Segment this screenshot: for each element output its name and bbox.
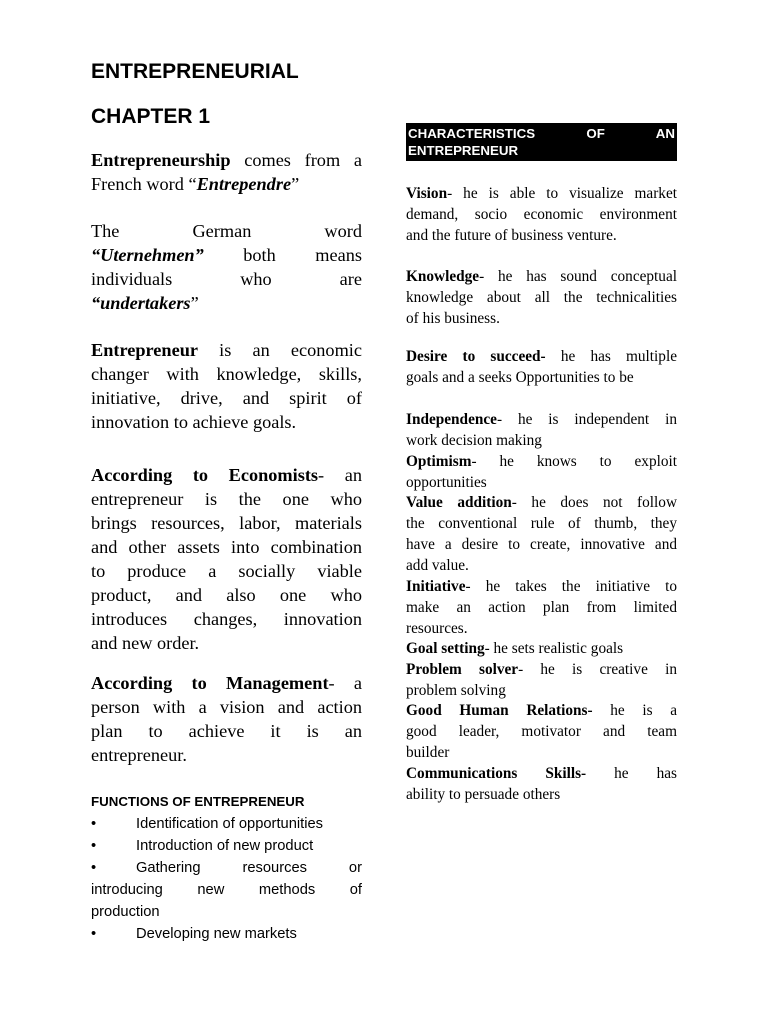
characteristics-heading: CHARACTERISTICS OF AN ENTREPRENEUR	[406, 123, 677, 161]
text: entrepreneur.	[91, 745, 187, 765]
trait-name: Communications Skills-	[406, 765, 587, 782]
trait-name: Desire to succeed-	[406, 348, 546, 365]
trait-name: Knowledge	[406, 268, 480, 285]
text: product, and also one who	[91, 585, 362, 605]
trait-desire: Desire to succeed- he has multiple goals and a seeks Opportunities to be	[406, 348, 677, 386]
text: and other assets into combination	[91, 537, 362, 557]
text: innovation to achieve goals.	[91, 412, 297, 432]
term-undertakers: “undertakers	[91, 293, 191, 313]
text: ”	[291, 174, 300, 194]
trait-independence: Independence- he is independent in work decision making	[406, 411, 677, 449]
term-entrependre: Entrependre	[196, 174, 292, 194]
text: person with a vision and action	[91, 697, 362, 717]
trait-communications: Communications Skills- he has ability to persuade others	[406, 765, 677, 803]
text: both means	[203, 245, 362, 265]
text: brings resources, labor, materials	[91, 513, 362, 533]
trait-knowledge: Knowledge- he has sound conceptual knowledge about all the technicalities of his business.	[406, 268, 677, 327]
list-item: • Developing new markets	[91, 923, 362, 945]
document-title: ENTREPRENEURIAL	[91, 60, 299, 83]
trait-problem-solver: Problem solver- he is creative in problem solving	[406, 661, 677, 699]
paragraph-management	[91, 671, 362, 767]
trait-vision: Vision- he is able to visualize market demand, socio economic environment and the future of business venture.	[406, 185, 677, 244]
term-uternehmen: “Uternehmen”	[91, 245, 204, 265]
bullet: •	[91, 926, 97, 942]
trait-name: Goal setting	[406, 640, 485, 657]
text: ”	[190, 293, 199, 313]
trait-name: Optimism	[406, 453, 472, 470]
list-item: • Gathering resources or introducing new methods of production	[91, 857, 362, 923]
paragraph-entrepreneur	[91, 338, 362, 434]
text: The German word	[91, 221, 362, 241]
term-economists: According to Economists	[91, 465, 319, 485]
text: entrepreneur is the one who	[91, 489, 362, 509]
text: - a	[328, 673, 362, 693]
text: comes from a	[230, 150, 362, 170]
text: - an	[318, 465, 362, 485]
text: is an economic	[197, 340, 362, 360]
trait-name: Independence	[406, 411, 497, 428]
text: initiative, drive, and spirit of	[91, 388, 362, 408]
trait-initiative: Initiative- he takes the initiative to make an action plan from limited resources.	[406, 578, 677, 637]
paragraph-german-word	[91, 219, 362, 315]
functions-section	[91, 794, 362, 945]
trait-goal-setting: Goal setting- he sets realistic goals	[406, 640, 624, 657]
trait-name: Good Human Relations-	[406, 702, 593, 719]
paragraph-entrepreneurship	[91, 148, 362, 196]
text: individuals who are	[91, 269, 362, 289]
bullet: •	[91, 860, 97, 876]
trait-name: Vision	[406, 185, 448, 202]
text: and new order.	[91, 633, 200, 653]
trait-name: Value addition	[406, 494, 512, 511]
functions-heading: FUNCTIONS OF ENTREPRENEUR	[91, 794, 305, 809]
text: introduces changes, innovation	[91, 609, 362, 629]
text: plan to achieve it is an	[91, 721, 362, 741]
list-item: • Identification of opportunities	[91, 813, 362, 835]
text: French word “	[91, 174, 197, 194]
bullet: •	[91, 816, 97, 832]
list-item: • Introduction of new product	[91, 835, 362, 857]
trait-human-relations: Good Human Relations- he is a good leader, motivator and team builder	[406, 702, 678, 761]
bullet: •	[91, 838, 97, 854]
term-entrepreneur: Entrepreneur	[91, 340, 198, 360]
trait-name: Initiative	[406, 578, 466, 595]
term-entrepreneurship: Entrepreneurship	[91, 150, 231, 170]
trait-value-addition: Value addition- he does not follow the conventional rule of thumb, they have a desire to create, innovative and add value.	[406, 494, 677, 574]
text: changer with knowledge, skills,	[91, 364, 362, 384]
paragraph-economists	[91, 463, 362, 655]
term-management: According to Management	[91, 673, 329, 693]
trait-name: Problem solver	[406, 661, 519, 678]
chapter-title: CHAPTER 1	[91, 105, 211, 128]
trait-optimism: Optimism- he knows to exploit opportunities	[406, 453, 677, 491]
text: to produce a socially viable	[91, 561, 362, 581]
